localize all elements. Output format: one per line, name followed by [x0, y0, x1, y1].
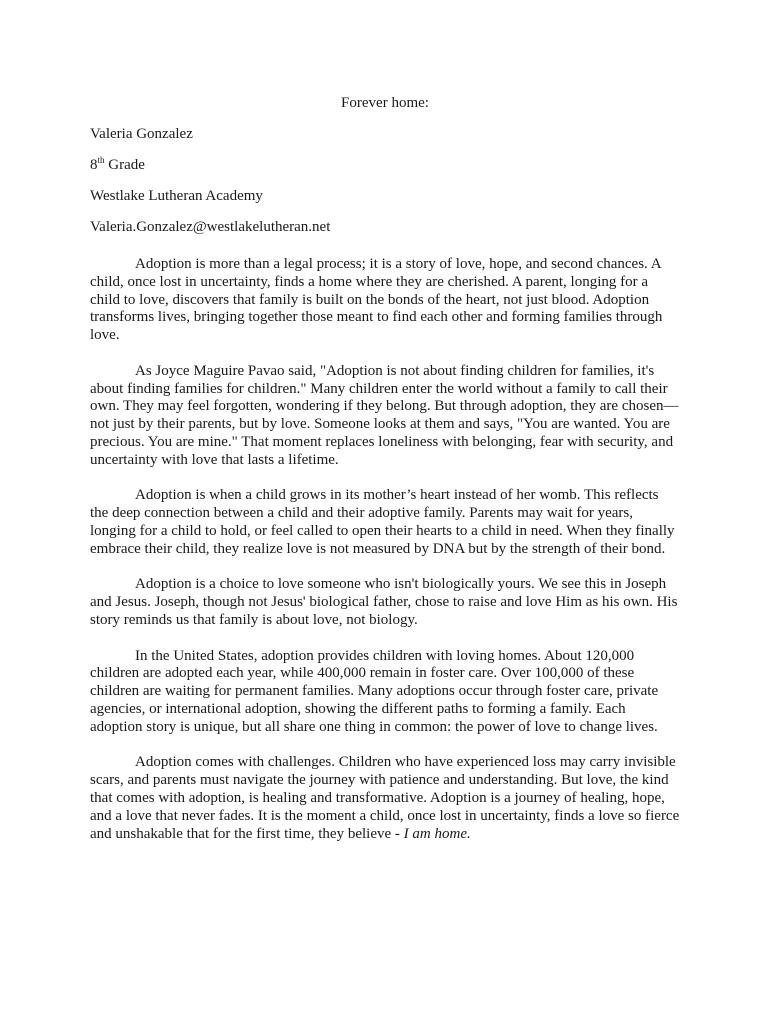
- grade-line: [90, 154, 680, 176]
- closing-phrase: I am home.: [403, 825, 471, 842]
- author-name: Valeria Gonzalez: [90, 126, 193, 142]
- paragraph-4: Adoption is a choice to love someone who isn't biologically yours. We see this in Joseph and Jesus. Joseph, though not Jesus' biological father, chose to raise and love Him as his own. His story reminds us that family is about love, not biology.: [90, 576, 678, 628]
- email-address: Valeria.Gonzalez@westlakelutheran.net: [90, 219, 331, 235]
- paragraph-1: Adoption is more than a legal process; it is a story of love, hope, and second chances. A child, once lost in uncertainty, finds a home where they are cherished. A parent, longing for a child to love, discovers that family is built on the bonds of the heart, not just blood. Adoption transforms lives, bringing together those meant to find each other and forming families through love.: [90, 256, 663, 344]
- paragraph-5: In the United States, adoption provides children with loving homes. About 120,000 children are adopted each year, while 400,000 remain in foster care. Over 100,000 of these children are waiting for permanent families. Many adoptions occur through foster care, private agencies, or international adoption, showing the different paths to forming a family. Each adoption story is unique, but all share one thing in common: the power of love to change lives.: [90, 647, 659, 735]
- document-title: Forever home:: [341, 95, 429, 111]
- paragraph-6: [90, 754, 680, 843]
- document-body: [90, 92, 680, 843]
- paragraph-6-text: Adoption comes with challenges. Children who have experienced loss may carry invisible scars, and parents must navigate the journey with patience and understanding. But love, the kind that comes with adoption, is healing and transformative. Adoption is a journey of healing, hope, and a love that never fades. It is the moment a child, once lost in uncertainty, finds a love so fierce and unshakable that for the first time, they believe -: [90, 754, 680, 842]
- school-name: Westlake Lutheran Academy: [90, 188, 263, 204]
- paragraph-2: As Joyce Maguire Pavao said, "Adoption is not about finding children for families, it's about finding families for children." Many children enter the world without a family to call their own. They may feel forgotten, wondering if they belong. But through adoption, they are chosen—not just by their parents, but by love. Someone looks at them and says, "You are wanted. You are precious. You are mine." That moment replaces loneliness with belonging, fear with security, and uncertainty with love that lasts a lifetime.: [90, 362, 679, 468]
- grade-number: 8: [90, 157, 98, 173]
- grade-suffix: th: [97, 155, 105, 165]
- paragraph-3: Adoption is when a child grows in its mother’s heart instead of her womb. This reflects the deep connection between a child and their adoptive family. Parents may wait for years, longing for a child to hold, or feel called to open their hearts to a child in need. When they finally embrace their child, they realize love is not measured by DNA but by the strength of their bond.: [90, 487, 675, 557]
- grade-word: Grade: [104, 157, 145, 173]
